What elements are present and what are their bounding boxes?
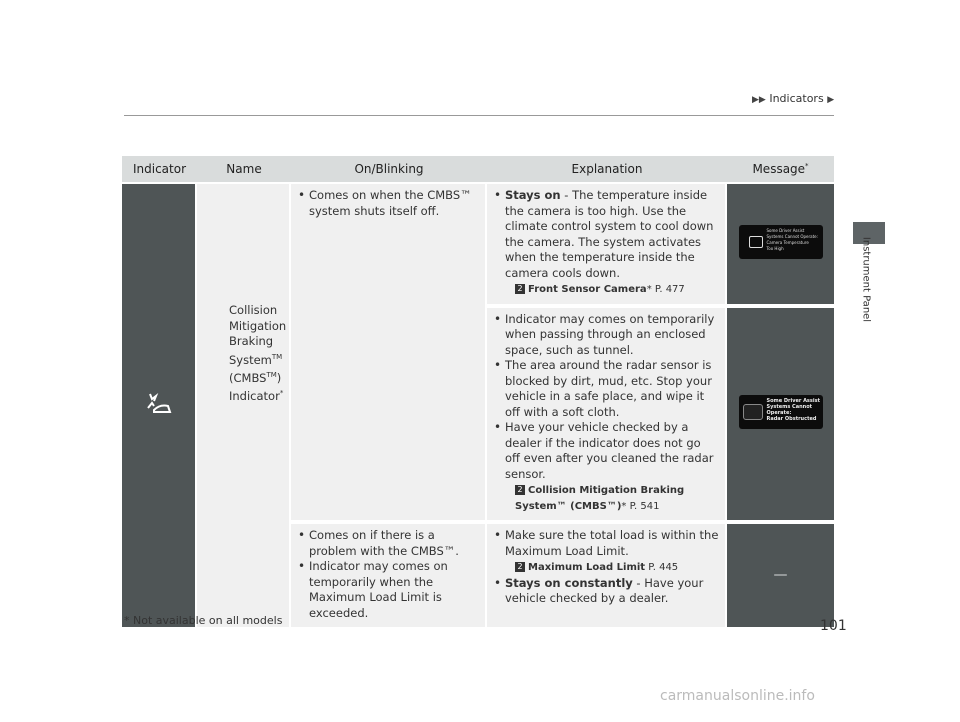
list-item: • Have your vehicle checked by a dealer if the indicator does not go off even after you cleaned the radar sensor. 2 Collision Mitigation Braking System™ (CMBS™)* P. 541 xyxy=(493,420,719,514)
footnote: * Not available on all models xyxy=(124,614,283,627)
message-cell: — xyxy=(727,524,834,627)
list-item: • Comes on when the CMBS™ system shuts itself off. xyxy=(297,188,479,219)
list-item: • Make sure the total load is within the Maximum Load Limit. 2 Maximum Load Limit P. 445 xyxy=(493,528,719,576)
indicator-name: Collision Mitigation Braking System™ (CMBS™) Indicator* xyxy=(197,184,291,524)
header-message: Message* xyxy=(727,156,834,184)
breadcrumb-label: Indicators xyxy=(769,92,824,105)
header-explanation: Explanation xyxy=(487,156,727,184)
list-item: • Stays on - The temperature inside the camera is too high. Use the climate control system to cool down the camera. The system activates when the temperature inside the camera cools down. 2 Front Sensor Camera* P. 477 xyxy=(493,188,719,298)
message-cell xyxy=(727,308,834,525)
reference-icon: 2 xyxy=(515,485,525,495)
camera-icon xyxy=(749,236,763,248)
header-rule xyxy=(124,115,834,116)
message-cell xyxy=(727,184,834,308)
explanation-cell xyxy=(487,184,727,308)
indicator-name-empty xyxy=(197,524,291,627)
camera-temperature-message-screen: Some Driver Assist Systems Cannot Operate: Camera Temperature Too High xyxy=(739,225,823,259)
watermark: carmanualsonline.info xyxy=(660,688,815,704)
on-blinking-cell xyxy=(291,524,487,627)
radar-obstructed-message-screen: Some Driver Assist Systems Cannot Operate: Radar Obstructed xyxy=(739,395,823,429)
reference-icon: 2 xyxy=(515,284,525,294)
page-number: 101 xyxy=(820,618,847,634)
arrow-icon: ▶ xyxy=(827,95,835,105)
radar-sensor-icon xyxy=(743,404,763,420)
list-item: • The area around the radar sensor is blocked by dirt, mud, etc. Stop your vehicle in a safe place, and wipe it off with a soft cloth. xyxy=(493,358,719,420)
reference-icon: 2 xyxy=(515,562,525,572)
cross-reference[interactable]: 2 Front Sensor Camera* P. 477 xyxy=(505,282,719,298)
side-tab-label: Instrument Panel xyxy=(860,236,872,323)
list-item: • Indicator may comes on temporarily when the Maximum Load Limit is exceeded. xyxy=(297,559,479,621)
cross-reference[interactable]: 2 Maximum Load Limit P. 445 xyxy=(505,560,719,576)
header-indicator: Indicator xyxy=(122,156,197,184)
explanation-cell xyxy=(487,308,727,525)
cross-reference[interactable]: 2 Collision Mitigation Braking System™ (CMBS™)* P. 541 xyxy=(515,485,685,512)
header-on-blinking: On/Blinking xyxy=(291,156,487,184)
header-name: Name xyxy=(197,156,291,184)
on-blinking-cell xyxy=(291,184,487,524)
explanation-cell xyxy=(487,524,727,627)
list-item: • Comes on if there is a problem with the CMBS™. xyxy=(297,528,479,559)
list-item: • Stays on constantly - Have your vehicle checked by a dealer. xyxy=(493,576,719,607)
arrow-icon: ▶▶ xyxy=(752,95,766,105)
indicator-table xyxy=(122,156,834,627)
breadcrumb xyxy=(752,92,834,105)
cmbs-indicator-icon xyxy=(122,184,197,627)
list-item: • Indicator may comes on temporarily when passing through an enclosed space, such as tunnel. xyxy=(493,312,719,359)
